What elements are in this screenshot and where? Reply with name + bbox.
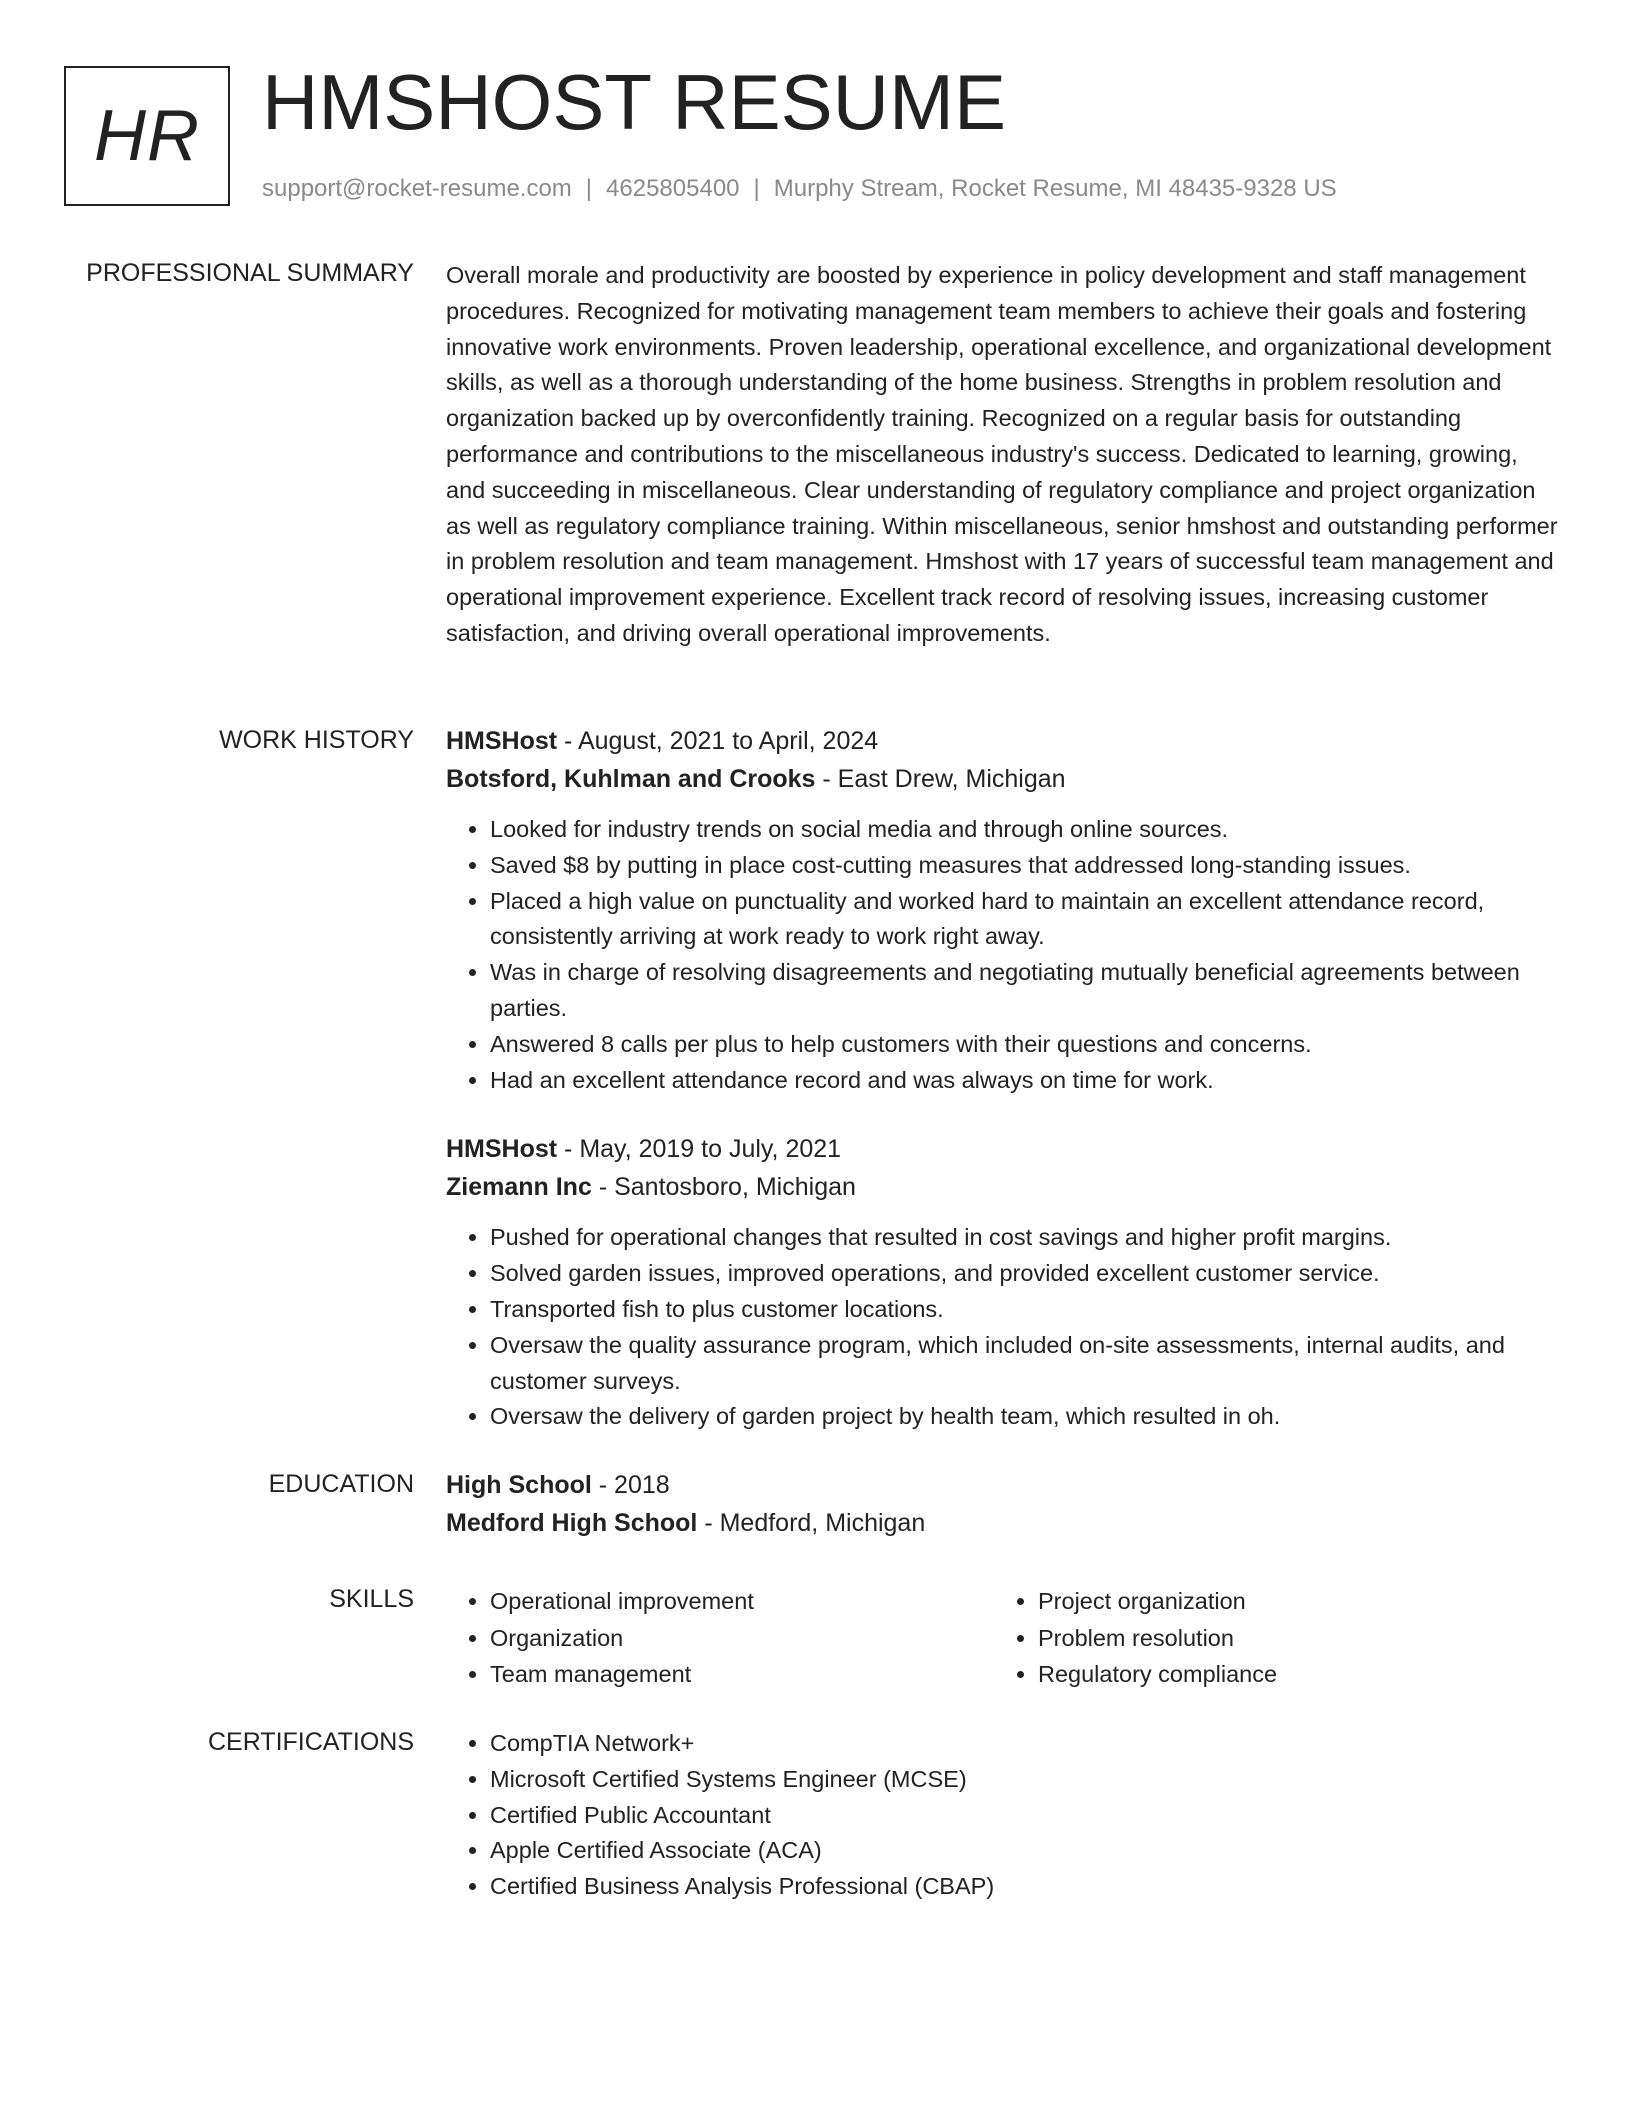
list-item: • Organization	[490, 1620, 994, 1657]
list-item: • Certified Business Analysis Professional (CBAP)	[490, 1869, 1558, 1905]
job-location: - East Drew, Michigan	[815, 765, 1066, 793]
certifications-body	[446, 1726, 1558, 1905]
section-label-skills: SKILLS	[329, 1585, 414, 1613]
job-company-line	[446, 760, 1558, 798]
section-label-education: EDUCATION	[268, 1470, 414, 1498]
contact-separator: |	[585, 175, 593, 202]
education-degree-line	[446, 1466, 1558, 1504]
list-item: • Operational improvement	[490, 1583, 994, 1620]
summary-body	[446, 258, 1558, 652]
list-item: • Problem resolution	[1038, 1620, 1542, 1657]
resume-name: HMSHOST RESUME	[262, 58, 1006, 146]
contact-address: Murphy Stream, Rocket Resume, MI 48435-9328 US	[773, 175, 1337, 202]
section-label-work-history: WORK HISTORY	[219, 726, 414, 754]
list-item: • Certified Public Accountant	[490, 1798, 1558, 1834]
summary-text: Overall morale and productivity are boosted by experience in policy development and staff management procedures. Recognized for motivating management team members to achieve their goals and fostering innovative work environments. Proven leadership, operational excellence, and organizational development skills, as well as a thorough understanding of the home business. Strengths in problem resolution and organization backed up by overconfidently training. Recognized on a regular basis for outstanding performance and contributions to the miscellaneous industry's success. Dedicated to learning, growing, and succeeding in miscellaneous. Clear understanding of regulatory compliance and project organization as well as regulatory compliance training. Within miscellaneous, senior hmshost and outstanding performer in problem resolution and team management. Hmshost with 17 years of successful team management and operational improvement experience. Excellent track record of resolving issues, increasing customer satisfaction, and driving overall operational improvements.	[446, 262, 1558, 646]
certifications-list	[446, 1726, 1558, 1905]
list-item: • Had an excellent attendance record and was always on time for work.	[490, 1063, 1558, 1099]
job-bullets	[446, 812, 1558, 1098]
job-bullets	[446, 1220, 1558, 1435]
list-item: • Team management	[490, 1656, 994, 1693]
skills-list	[446, 1583, 994, 1693]
list-item: • Project organization	[1038, 1583, 1542, 1620]
education-degree: High School	[446, 1471, 592, 1499]
job-title: HMSHost	[446, 1135, 558, 1164]
section-label-summary: PROFESSIONAL SUMMARY	[86, 259, 414, 287]
list-item: • Regulatory compliance	[1038, 1656, 1542, 1693]
list-item: • Transported fish to plus customer locations.	[490, 1292, 1558, 1328]
skills-column	[994, 1583, 1542, 1693]
job-company: Botsford, Kuhlman and Crooks	[446, 765, 816, 793]
education-body	[446, 1466, 1558, 1542]
contact-separator: |	[753, 175, 760, 202]
list-item: • Solved garden issues, improved operations, and provided excellent customer service.	[490, 1256, 1558, 1292]
list-item: • CompTIA Network+	[490, 1726, 1558, 1762]
list-item: • Pushed for operational changes that resulted in cost savings and higher profit margins.	[490, 1220, 1558, 1256]
list-item: • Saved $8 by putting in place cost-cutting measures that addressed long-standing issues.	[490, 848, 1558, 884]
education-school-line	[446, 1504, 1558, 1542]
work-history-body	[446, 722, 1558, 1467]
job-title-line	[446, 1130, 1558, 1168]
skills-list	[994, 1583, 1542, 1693]
education-location: - Medford, Michigan	[697, 1509, 926, 1537]
section-label-certifications: CERTIFICATIONS	[207, 1728, 414, 1756]
job-title: HMSHost	[446, 727, 558, 755]
list-item: • Looked for industry trends on social media and through online sources.	[490, 812, 1558, 848]
job-dates: - May, 2019 to July, 2021	[557, 1135, 842, 1164]
skills-column	[446, 1583, 994, 1693]
contact-line	[262, 174, 1337, 204]
job-dates: - August, 2021 to April, 2024	[557, 727, 879, 755]
list-item: • Placed a high value on punctuality and worked hard to maintain an excellent attendance record, consistently arriving at work ready to work right away.	[490, 884, 1558, 956]
education-school: Medford High School	[446, 1509, 698, 1537]
monogram-initials: HR	[94, 96, 200, 176]
contact-email: support@rocket-resume.com	[262, 175, 572, 202]
list-item: • Apple Certified Associate (ACA)	[490, 1833, 1558, 1869]
job-company-line	[446, 1168, 1558, 1206]
list-item: • Oversaw the delivery of garden project by health team, which resulted in oh.	[490, 1399, 1558, 1435]
list-item: • Was in charge of resolving disagreements and negotiating mutually beneficial agreements between parties.	[490, 955, 1558, 1027]
job-entry	[446, 1130, 1558, 1435]
list-item: • Microsoft Certified Systems Engineer (MCSE)	[490, 1762, 1558, 1798]
contact-phone: 4625805400	[606, 175, 740, 202]
job-entry	[446, 722, 1558, 1098]
job-title-line	[446, 722, 1558, 760]
skills-body	[446, 1583, 1558, 1693]
job-location: - Santosboro, Michigan	[591, 1173, 856, 1202]
job-company: Ziemann Inc	[446, 1173, 592, 1202]
skills-grid	[446, 1583, 1558, 1693]
list-item: • Oversaw the quality assurance program, which included on-site assessments, internal audits, and customer surveys.	[490, 1328, 1558, 1400]
monogram-box	[64, 66, 230, 206]
education-year: - 2018	[591, 1471, 670, 1499]
list-item: • Answered 8 calls per plus to help customers with their questions and concerns.	[490, 1027, 1558, 1063]
